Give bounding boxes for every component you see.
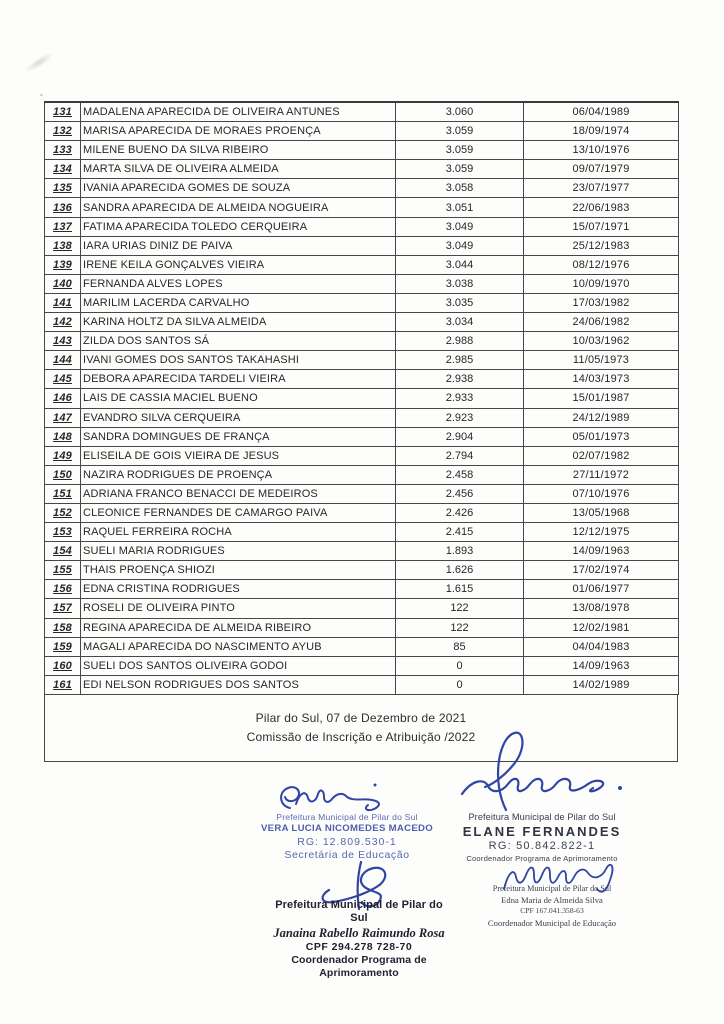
- score-cell: 2.426: [396, 503, 524, 522]
- stamp-role: Secretária de Educação: [284, 848, 410, 861]
- birthdate-cell: 27/11/1972: [524, 465, 679, 484]
- place-date-line: Pilar do Sul, 07 de Dezembro de 2021: [255, 711, 467, 726]
- name-cell: MARISA APARECIDA DE MORAES PROENÇA: [81, 122, 396, 141]
- rank-cell: 155: [45, 561, 81, 580]
- table-row: [45, 656, 679, 675]
- stamp-id: RG: 12.809.530-1: [297, 836, 397, 849]
- name-cell: NAZIRA RODRIGUES DE PROENÇA: [81, 465, 396, 484]
- birthdate-cell: 25/12/1983: [524, 236, 679, 255]
- candidate-table-body: [45, 102, 679, 694]
- score-cell: 2.933: [396, 389, 524, 408]
- score-cell: 122: [396, 618, 524, 637]
- name-cell: MADALENA APARECIDA DE OLIVEIRA ANTUNES: [81, 102, 396, 122]
- table-row: [45, 198, 679, 217]
- table-row: [45, 274, 679, 293]
- signature-block-janaina: [266, 899, 452, 979]
- birthdate-cell: 22/06/1983: [524, 198, 679, 217]
- rank-cell: 142: [45, 313, 81, 332]
- name-cell: EDI NELSON RODRIGUES DOS SANTOS: [81, 675, 396, 694]
- table-row: [45, 389, 679, 408]
- stamp-role: Coordenador Programa de Aprimoramento: [291, 953, 427, 979]
- score-cell: 1.626: [396, 561, 524, 580]
- name-cell: SANDRA DOMINGUES DE FRANÇA: [81, 427, 396, 446]
- name-cell: EVANDRO SILVA CERQUEIRA: [81, 408, 396, 427]
- table-row: [45, 102, 679, 122]
- score-cell: 3.049: [396, 236, 524, 255]
- table-row: [45, 637, 679, 656]
- stamp-id: RG: 50.842.822-1: [488, 840, 596, 853]
- birthdate-cell: 05/01/1973: [524, 427, 679, 446]
- table-row: [45, 122, 679, 141]
- stamp-id: CPF 167.041.358-63: [520, 906, 584, 916]
- rank-cell: 151: [45, 484, 81, 503]
- score-cell: 85: [396, 637, 524, 656]
- birthdate-cell: 14/02/1989: [524, 675, 679, 694]
- signature-block-vera: [258, 812, 436, 862]
- rank-cell: 144: [45, 351, 81, 370]
- birthdate-cell: 15/01/1987: [524, 389, 679, 408]
- name-cell: FERNANDA ALVES LOPES: [81, 274, 396, 293]
- name-cell: ADRIANA FRANCO BENACCI DE MEDEIROS: [81, 484, 396, 503]
- name-cell: FATIMA APARECIDA TOLEDO CERQUEIRA: [81, 217, 396, 236]
- table-row: [45, 313, 679, 332]
- name-cell: MAGALI APARECIDA DO NASCIMENTO AYUB: [81, 637, 396, 656]
- birthdate-cell: 07/10/1976: [524, 484, 679, 503]
- rank-cell: 131: [45, 102, 81, 122]
- name-cell: REGINA APARECIDA DE ALMEIDA RIBEIRO: [81, 618, 396, 637]
- candidate-table: [44, 101, 679, 695]
- score-cell: 122: [396, 599, 524, 618]
- table-row: [45, 503, 679, 522]
- birthdate-cell: 14/09/1963: [524, 542, 679, 561]
- birthdate-cell: 17/02/1974: [524, 561, 679, 580]
- table-row: [45, 332, 679, 351]
- rank-cell: 134: [45, 160, 81, 179]
- rank-cell: 143: [45, 332, 81, 351]
- candidate-table-frame: [44, 101, 678, 762]
- score-cell: 2.985: [396, 351, 524, 370]
- name-cell: KARINA HOLTZ DA SILVA ALMEIDA: [81, 313, 396, 332]
- birthdate-cell: 08/12/1976: [524, 255, 679, 274]
- birthdate-cell: 04/04/1983: [524, 637, 679, 656]
- rank-cell: 161: [45, 675, 81, 694]
- name-cell: ELISEILA DE GOIS VIEIRA DE JESUS: [81, 446, 396, 465]
- name-cell: IRENE KEILA GONÇALVES VIEIRA: [81, 255, 396, 274]
- table-row: [45, 465, 679, 484]
- rank-cell: 152: [45, 503, 81, 522]
- rank-cell: 135: [45, 179, 81, 198]
- stamp-org: Prefeitura Municipal de Pilar do Sul: [468, 812, 616, 822]
- birthdate-cell: 23/07/1977: [524, 179, 679, 198]
- table-row: [45, 160, 679, 179]
- table-row: [45, 599, 679, 618]
- table-row: [45, 217, 679, 236]
- name-cell: MARILIM LACERDA CARVALHO: [81, 293, 396, 312]
- rank-cell: 154: [45, 542, 81, 561]
- birthdate-cell: 11/05/1973: [524, 351, 679, 370]
- score-cell: 3.060: [396, 102, 524, 122]
- stamp-name: Edna Maria de Almeida Silva: [501, 895, 603, 905]
- rank-cell: 156: [45, 580, 81, 599]
- rank-cell: 158: [45, 618, 81, 637]
- score-cell: 2.456: [396, 484, 524, 503]
- committee-line: Comissão de Inscrição e Atribuição /2022: [246, 730, 476, 745]
- table-row: [45, 523, 679, 542]
- score-cell: 0: [396, 656, 524, 675]
- rank-cell: 133: [45, 141, 81, 160]
- name-cell: ZILDA DOS SANTOS SÁ: [81, 332, 396, 351]
- rank-cell: 157: [45, 599, 81, 618]
- scan-smudge-dot: [40, 94, 43, 96]
- table-row: [45, 618, 679, 637]
- name-cell: EDNA CRISTINA RODRIGUES: [81, 580, 396, 599]
- stamp-org: Prefeitura Municipal de Pilar do Sul: [276, 812, 418, 822]
- stamp-name: ELANE FERNANDES: [462, 824, 622, 840]
- score-cell: 2.988: [396, 332, 524, 351]
- rank-cell: 153: [45, 523, 81, 542]
- score-cell: 1.615: [396, 580, 524, 599]
- rank-cell: 147: [45, 408, 81, 427]
- rank-cell: 145: [45, 370, 81, 389]
- name-cell: IVANIA APARECIDA GOMES DE SOUZA: [81, 179, 396, 198]
- table-row: [45, 408, 679, 427]
- score-cell: 2.938: [396, 370, 524, 389]
- rank-cell: 148: [45, 427, 81, 446]
- rank-cell: 149: [45, 446, 81, 465]
- score-cell: 2.458: [396, 465, 524, 484]
- score-cell: 0: [396, 675, 524, 694]
- score-cell: 3.035: [396, 293, 524, 312]
- score-cell: 3.044: [396, 255, 524, 274]
- stamp-org: Prefeitura Municipal de Pilar do Sul: [275, 899, 443, 925]
- name-cell: MILENE BUENO DA SILVA RIBEIRO: [81, 141, 396, 160]
- birthdate-cell: 12/12/1975: [524, 523, 679, 542]
- rank-cell: 150: [45, 465, 81, 484]
- score-cell: 3.049: [396, 217, 524, 236]
- birthdate-cell: 09/07/1979: [524, 160, 679, 179]
- birthdate-cell: 12/02/1981: [524, 618, 679, 637]
- name-cell: DEBORA APARECIDA TARDELI VIEIRA: [81, 370, 396, 389]
- name-cell: SANDRA APARECIDA DE ALMEIDA NOGUEIRA: [81, 198, 396, 217]
- table-row: [45, 179, 679, 198]
- rank-cell: 132: [45, 122, 81, 141]
- rank-cell: 140: [45, 274, 81, 293]
- name-cell: MARTA SILVA DE OLIVEIRA ALMEIDA: [81, 160, 396, 179]
- scan-smudge: [22, 50, 56, 76]
- birthdate-cell: 06/04/1989: [524, 102, 679, 122]
- score-cell: 3.059: [396, 160, 524, 179]
- birthdate-cell: 17/03/1982: [524, 293, 679, 312]
- score-cell: 3.059: [396, 141, 524, 160]
- birthdate-cell: 13/05/1968: [524, 503, 679, 522]
- name-cell: SUELI DOS SANTOS OLIVEIRA GODOI: [81, 656, 396, 675]
- birthdate-cell: 15/07/1971: [524, 217, 679, 236]
- signature-block-elane: [452, 812, 632, 864]
- stamp-name: Janaina Rabello Raimundo Rosa: [273, 925, 445, 940]
- birthdate-cell: 24/06/1982: [524, 313, 679, 332]
- rank-cell: 159: [45, 637, 81, 656]
- rank-cell: 137: [45, 217, 81, 236]
- stamp-id: CPF 294.278 728-70: [305, 941, 413, 954]
- stamp-role: Coordenador Municipal de Educação: [487, 917, 617, 928]
- score-cell: 3.051: [396, 198, 524, 217]
- name-cell: IVANI GOMES DOS SANTOS TAKAHASHI: [81, 351, 396, 370]
- rank-cell: 160: [45, 656, 81, 675]
- name-cell: CLEONICE FERNANDES DE CAMARGO PAIVA: [81, 503, 396, 522]
- birthdate-cell: 10/09/1970: [524, 274, 679, 293]
- table-row: [45, 351, 679, 370]
- rank-cell: 138: [45, 236, 81, 255]
- rank-cell: 136: [45, 198, 81, 217]
- table-row: [45, 484, 679, 503]
- score-cell: 3.038: [396, 274, 524, 293]
- stamp-org: Prefeitura Municipal de Pilar do Sul: [492, 884, 612, 893]
- score-cell: 1.893: [396, 542, 524, 561]
- table-row: [45, 542, 679, 561]
- birthdate-cell: 13/08/1978: [524, 599, 679, 618]
- score-cell: 2.794: [396, 446, 524, 465]
- score-cell: 2.904: [396, 427, 524, 446]
- name-cell: IARA URIAS DINIZ DE PAIVA: [81, 236, 396, 255]
- birthdate-cell: 14/03/1973: [524, 370, 679, 389]
- score-cell: 3.058: [396, 179, 524, 198]
- score-cell: 3.034: [396, 313, 524, 332]
- table-row: [45, 675, 679, 694]
- name-cell: THAIS PROENÇA SHIOZI: [81, 561, 396, 580]
- birthdate-cell: 02/07/1982: [524, 446, 679, 465]
- table-row: [45, 446, 679, 465]
- table-row: [45, 236, 679, 255]
- birthdate-cell: 18/09/1974: [524, 122, 679, 141]
- score-cell: 2.415: [396, 523, 524, 542]
- stamp-name: VERA LUCIA NICOMEDES MACEDO: [260, 823, 434, 835]
- birthdate-cell: 14/09/1963: [524, 656, 679, 675]
- table-row: [45, 561, 679, 580]
- table-row: [45, 370, 679, 389]
- elane-signature-scribble: [450, 726, 630, 812]
- name-cell: RAQUEL FERREIRA ROCHA: [81, 523, 396, 542]
- birthdate-cell: 10/03/1962: [524, 332, 679, 351]
- name-cell: LAIS DE CASSIA MACIEL BUENO: [81, 389, 396, 408]
- stamp-role: Coordenador Programa de Aprimoramento: [466, 854, 618, 864]
- name-cell: SUELI MARIA RODRIGUES: [81, 542, 396, 561]
- table-row: [45, 255, 679, 274]
- rank-cell: 139: [45, 255, 81, 274]
- table-row: [45, 427, 679, 446]
- table-row: [45, 293, 679, 312]
- name-cell: ROSELI DE OLIVEIRA PINTO: [81, 599, 396, 618]
- table-row: [45, 141, 679, 160]
- signature-block-edna: [486, 884, 618, 928]
- birthdate-cell: 24/12/1989: [524, 408, 679, 427]
- birthdate-cell: 13/10/1976: [524, 141, 679, 160]
- score-cell: 2.923: [396, 408, 524, 427]
- rank-cell: 141: [45, 293, 81, 312]
- table-row: [45, 580, 679, 599]
- rank-cell: 146: [45, 389, 81, 408]
- birthdate-cell: 01/06/1977: [524, 580, 679, 599]
- score-cell: 3.059: [396, 122, 524, 141]
